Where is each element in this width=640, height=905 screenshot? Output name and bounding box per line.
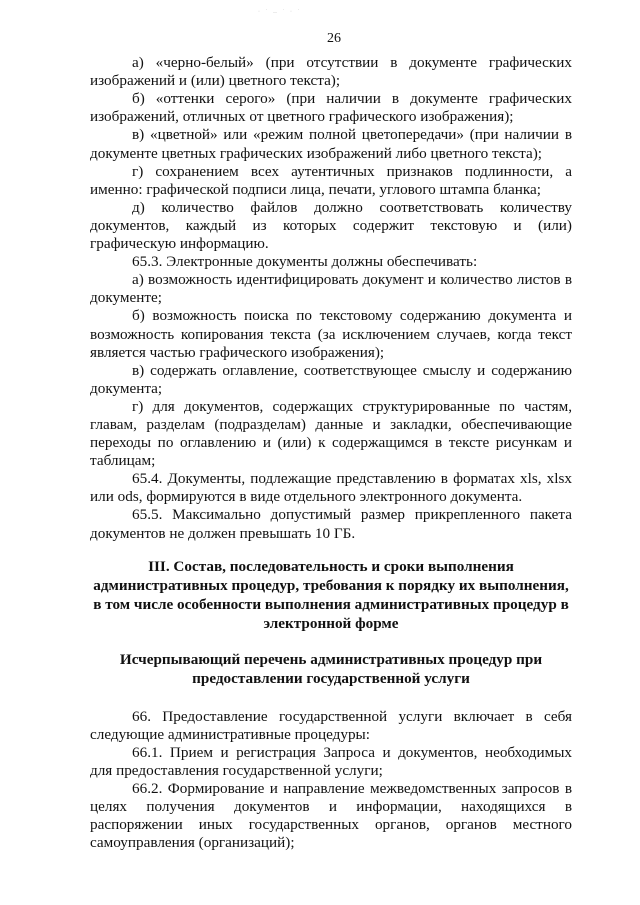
paragraph: 65.4. Документы, подлежащие представлению в форматах xls, xlsx или ods, формируются в виде отдельного электронного документа.: [90, 470, 572, 506]
paragraph: в) содержать оглавление, соответствующее смыслу и содержанию документа;: [90, 361, 572, 397]
section-heading: III. Состав, последовательность и сроки выполнения административных процедур, требования к порядку их выполнения, в том числе особенности выполнения административных процедур в электронной форме: [93, 557, 569, 632]
paragraph: 65.5. Максимально допустимый размер прикрепленного пакета документов не должен превышать 10 ГБ.: [90, 506, 572, 542]
scan-artifact: · ˙ ‥ ˙ · ˙: [258, 9, 302, 15]
document-page: [90, 30, 572, 852]
paragraph: 66. Предоставление государственной услуги включает в себя следующие административные процедуры:: [90, 707, 572, 743]
paragraph: г) для документов, содержащих структурированные по частям, главам, разделам (подразделам) данные и закладки, обеспечивающие переходы по оглавлению и (или) к содержащимся в тексте рисункам и таблицам;: [90, 397, 572, 470]
paragraph: д) количество файлов должно соответствовать количеству документов, каждый из которых содержит текстовую и (или) графическую информацию.: [90, 198, 572, 253]
paragraph: 66.2. Формирование и направление межведомственных запросов в целях получения документов и информации, находящихся в распоряжении иных государственных органов, органов местного самоуправления (организаций);: [90, 780, 572, 852]
paragraph: 66.1. Прием и регистрация Запроса и документов, необходимых для предоставления государственной услуги;: [90, 743, 572, 779]
paragraph: а) возможность идентифицировать документ и количество листов в документе;: [90, 271, 572, 307]
paragraph: а) «черно-белый» (при отсутствии в документе графических изображений и (или) цветного текста);: [90, 54, 572, 90]
page-number: 26: [327, 31, 341, 46]
paragraph: г) сохранением всех аутентичных признаков подлинности, а именно: графической подписи лица, печати, углового штампа бланка;: [90, 162, 572, 198]
paragraph: б) возможность поиска по текстовому содержанию документа и возможность копирования текста (за исключением случаев, когда текст является частью графического изображения);: [90, 307, 572, 361]
paragraph: в) «цветной» или «режим полной цветопередачи» (при наличии в документе цветных графических изображений либо цветного текста);: [90, 126, 572, 162]
sub-heading: Исчерпывающий перечень административных процедур при предоставлении государственной услуги: [119, 650, 543, 687]
paragraph: б) «оттенки серого» (при наличии в документе графических изображений, отличных от цветного графического изображения);: [90, 90, 572, 126]
paragraph: 65.3. Электронные документы должны обеспечивать:: [132, 253, 478, 271]
